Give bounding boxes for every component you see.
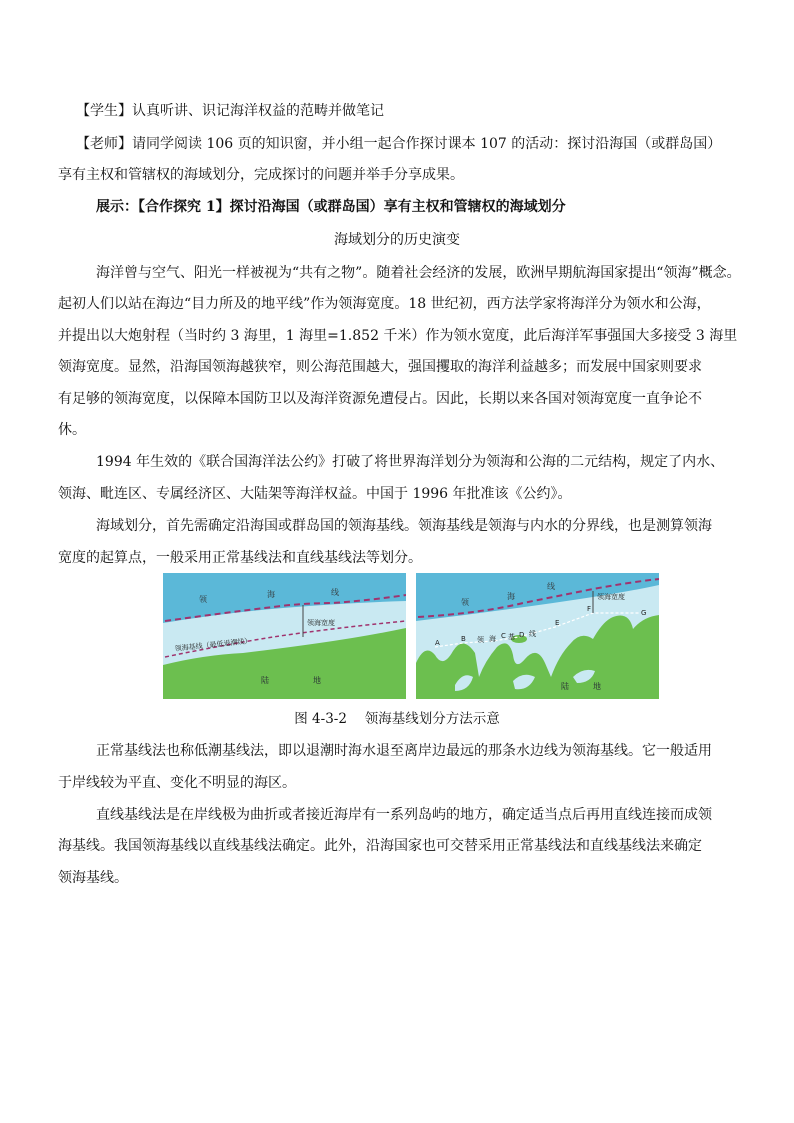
right-baseline-char-1: 领	[477, 636, 484, 644]
p2-line-1: 1994 年生效的《联合国海洋法公约》打破了将世界海洋划分为领海和公海的二元结构，规定了内水、	[96, 454, 725, 470]
p2-line-2: 领海、毗连区、专属经济区、大陆架等海洋权益。中国于 1996 年批准该《公约》。	[58, 486, 572, 502]
p3-line-1: 海域划分，首先需确定沿海国或群岛国的领海基线。领海基线是领海与内水的分界线，也是测算领海	[96, 518, 712, 534]
teacher-line-1: 【老师】请同学阅读 106 页的知识窗，并小组一起合作探讨课本 107 的活动：探讨沿海国（或群岛国）	[76, 136, 722, 152]
normal-baseline-panel	[163, 573, 406, 699]
p1-line-2: 起初人们以站在海边“目力所及的地平线”作为领海宽度。18 世纪初，西方法学家将海洋分为领水和公海，	[58, 296, 711, 312]
p1-line-6: 休。	[58, 422, 86, 438]
left-land-char-1: 陆	[261, 676, 269, 685]
p1-line-5: 有足够的领海宽度，以保障本国防卫以及海洋资源免遭侵占。因此，长期以来各国对领海宽度一直争论不	[58, 391, 702, 407]
point-g: G	[641, 609, 647, 617]
right-land-char-2: 地	[593, 682, 601, 691]
left-land-char-2: 地	[313, 676, 321, 685]
right-width-label: 领海宽度	[597, 593, 625, 601]
left-baseline-label: 领海基线（最低退潮线）	[174, 636, 252, 653]
p5-line-1: 直线基线法是在岸线极为曲折或者接近海岸有一系列岛屿的地方，确定适当点后再用直线连接而成领	[96, 807, 712, 823]
p1-line-4: 领海宽度。显然，沿海国领海越狭窄，则公海范围越大，强国攫取的海洋利益越多；而发展中国家则要求	[58, 359, 702, 375]
point-b: B	[461, 635, 466, 643]
left-sea-line-char-3: 线	[331, 588, 339, 597]
point-f: F	[587, 605, 592, 613]
p1-line-3: 并提出以大炮射程（当时约 3 海里，1 海里=1.852 千米）作为领水宽度，此后海洋军事强国大多接受 3 海里	[58, 328, 738, 344]
point-e: E	[555, 619, 560, 627]
point-a: A	[435, 639, 440, 647]
point-d: D	[519, 631, 525, 639]
p5-line-2: 海基线。我国领海基线以直线基线法确定。此外，沿海国家也可交替采用正常基线法和直线基线法来确定	[58, 838, 702, 854]
p3-line-2: 宽度的起算点，一般采用正常基线法和直线基线法等划分。	[58, 550, 422, 566]
right-sea-line-char-1: 领	[461, 598, 469, 607]
p4-line-2: 于岸线较为平直、变化不明显的海区。	[58, 775, 296, 791]
left-width-label: 领海宽度	[307, 619, 335, 627]
right-sea-line-char-3: 线	[547, 582, 555, 591]
point-c: C	[501, 632, 506, 640]
section-title: 海域划分的历史演变	[334, 232, 460, 248]
p5-line-3: 领海基线。	[58, 870, 128, 886]
show-heading: 展示：【合作探究 1】探讨沿海国（或群岛国）享有主权和管辖权的海域划分	[96, 199, 566, 215]
left-sea-line-char-1: 领	[199, 595, 207, 604]
left-sea-line-char-2: 海	[267, 590, 275, 599]
baseline-figure	[163, 573, 659, 699]
right-baseline-char-3: 基	[508, 633, 515, 641]
p4-line-1: 正常基线法也称低潮基线法，即以退潮时海水退至离岸边最远的那条水边线为领海基线。它一般适用	[96, 743, 712, 759]
student-line: 【学生】认真听讲、识记海洋权益的范畴并做笔记	[76, 103, 384, 119]
right-baseline-char-4: 线	[529, 630, 536, 638]
right-land-char-1: 陆	[561, 682, 569, 691]
straight-baseline-panel	[416, 573, 659, 699]
figure-caption: 图 4-3-2 领海基线划分方法示意	[294, 711, 500, 727]
teacher-line-2: 享有主权和管辖权的海域划分，完成探讨的问题并举手分享成果。	[58, 167, 464, 183]
panel-divider	[406, 573, 416, 699]
right-sea-line-char-2: 海	[507, 592, 515, 601]
p1-line-1: 海洋曾与空气、阳光一样被视为“共有之物”。随着社会经济的发展，欧洲早期航海国家提出“领海”概念。	[96, 265, 741, 281]
right-baseline-char-2: 海	[489, 635, 496, 643]
